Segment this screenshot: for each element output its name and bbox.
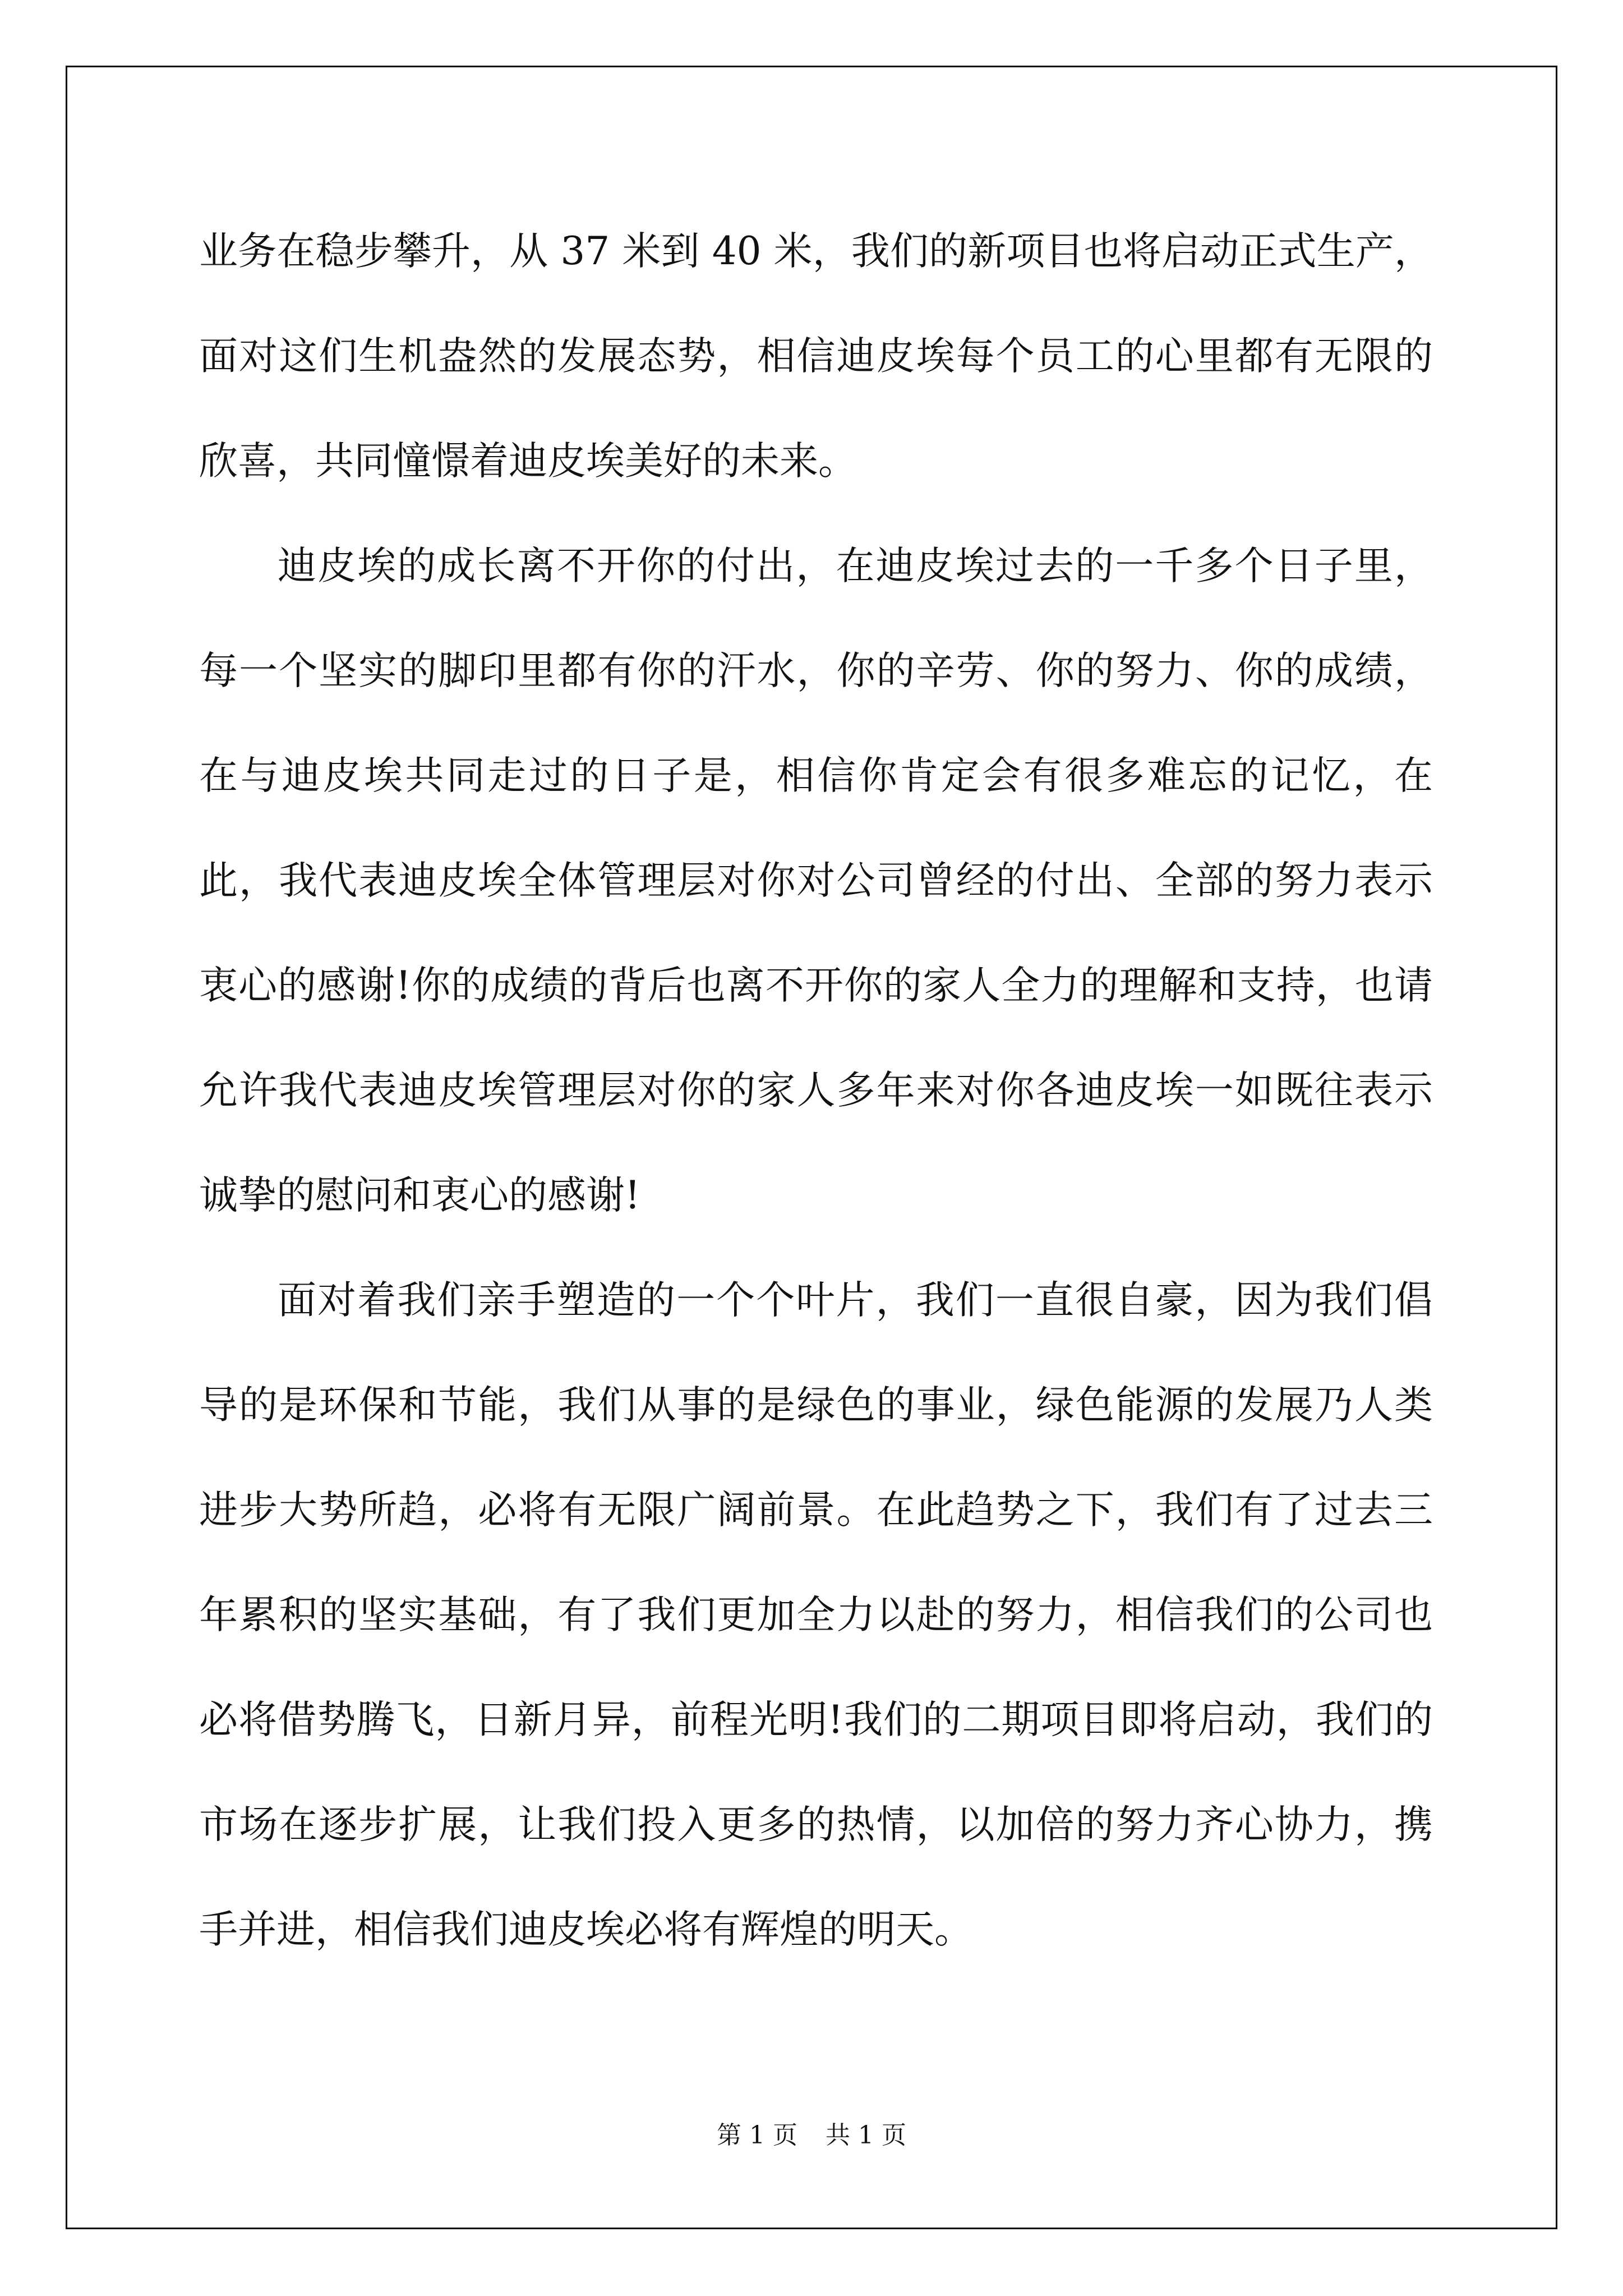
paragraph-3: 面对着我们亲手塑造的一个个叶片，我们一直很自豪，因为我们倡导的是环保和节能，我们从事的是绿色的事业，绿色能源的发展乃人类进步大势所趋，必将有无限广阔前景。在此趋势之下，我们有了过去三年累积的坚实基础，有了我们更加全力以赴的努力，相信我们的公司也必将借势腾飞，日新月异，前程光明!我们的二期项目即将启动，我们的市场在逐步扩展，让我们投入更多的热情，以加倍的努力齐心协力，携手并进，相信我们迪皮埃必将有辉煌的明天。	[199, 1278, 1433, 1952]
page-number-total: 共 1 页	[826, 2121, 906, 2150]
page-number-current: 第 1 页	[717, 2121, 797, 2150]
paragraph-2: 迪皮埃的成长离不开你的付出，在迪皮埃过去的一千多个日子里，每一个坚实的脚印里都有你的汗水，你的辛劳、你的努力、你的成绩，在与迪皮埃共同走过的日子是，相信你肯定会有很多难忘的记忆，在此，我代表迪皮埃全体管理层对你对公司曾经的付出、全部的努力表示衷心的感谢!你的成绩的背后也离不开你的家人全力的理解和支持，也请允许我代表迪皮埃管理层对你的家人多年来对你各迪皮埃一如既往表示诚挚的慰问和衷心的感谢!	[199, 544, 1433, 1218]
paragraph-1: 业务在稳步攀升，从 37 米到 40 米，我们的新项目也将启动正式生产，面对这们生机盎然的发展态势，相信迪皮埃每个员工的心里都有无限的欣喜，共同憧憬着迪皮埃美好的未来。	[199, 229, 1433, 484]
document-body	[199, 199, 1433, 1982]
page-footer	[0, 2115, 1623, 2151]
